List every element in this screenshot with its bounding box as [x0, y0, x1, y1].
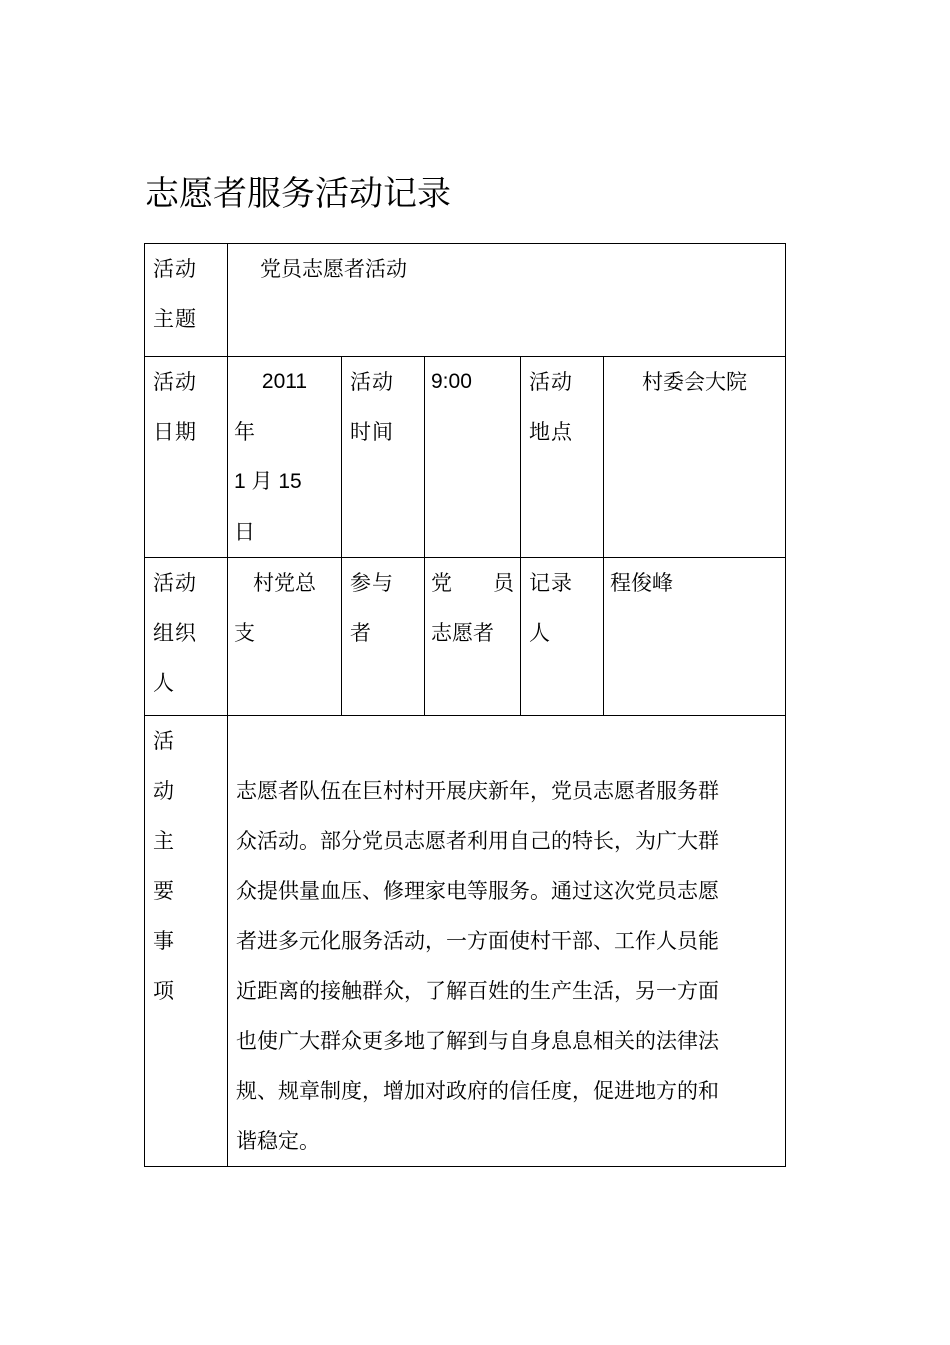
theme-value: 党员志愿者活动 [228, 244, 786, 357]
content-label-char: 要 [153, 879, 175, 903]
participant-value-top [431, 558, 514, 608]
time-value: 9:00 [425, 357, 521, 558]
theme-row [145, 244, 786, 357]
content-text: 志愿者队伍在巨村村开展庆新年，党员志愿者服务群众活动。部分党员志愿者利用自己的特长，为广大群众提供量血压、修理家电等服务。通过这次党员志愿者进多元化服务活动，一方面使村干部、工作人员能近距离的接触群众，了解百姓的生产生活，另一方面也使广大群众更多地了解到与自身息息相关的法律法规、规章制度，增加对政府的信任度，促进地方的和谐稳定。 [236, 779, 719, 1153]
organizer-label [145, 558, 228, 716]
organizer-value-line: 支 [234, 621, 255, 645]
content-label-char: 动 [153, 779, 175, 803]
place-label [521, 357, 604, 558]
participant-label [342, 558, 425, 716]
recorder-label [521, 558, 604, 716]
participant-label-line: 参与 [350, 571, 394, 595]
participant-value-bottom: 志愿者 [431, 621, 494, 645]
date-value [228, 357, 342, 558]
activity-record-table [144, 243, 786, 1167]
date-month-day: 1 月 15 [234, 470, 302, 493]
content-label-char: 活 [153, 729, 175, 753]
content-row [145, 716, 786, 1167]
recorder-value: 程俊峰 [604, 558, 786, 716]
recorder-label-line: 人 [529, 621, 551, 645]
date-row [145, 357, 786, 558]
organizer-value [228, 558, 342, 716]
date-label-line: 活动 [153, 370, 197, 394]
date-year-unit: 年 [234, 420, 255, 444]
place-label-line: 地点 [529, 420, 573, 444]
theme-label [145, 244, 228, 357]
place-label-line: 活动 [529, 370, 573, 394]
organizer-label-line: 组织 [153, 621, 197, 645]
content-label-char: 项 [153, 979, 175, 1003]
time-label [342, 357, 425, 558]
date-day-unit: 日 [234, 520, 255, 544]
participant-label-line: 者 [350, 621, 372, 645]
recorder-label-line: 记录 [529, 571, 573, 595]
date-label [145, 357, 228, 558]
participant-value-char: 党 [431, 571, 452, 595]
content-label-char: 主 [153, 829, 175, 853]
theme-label-line: 主题 [153, 307, 197, 331]
organizer-label-line: 活动 [153, 571, 197, 595]
organizer-row [145, 558, 786, 716]
participant-value [425, 558, 521, 716]
time-label-line: 时间 [350, 420, 394, 444]
organizer-label-line: 人 [153, 671, 175, 695]
content-label [145, 716, 228, 1167]
date-year: 2011 [261, 370, 308, 393]
place-value: 村委会大院 [604, 357, 786, 558]
content-body [228, 716, 786, 1167]
content-label-char: 事 [153, 929, 175, 953]
participant-value-char: 员 [493, 571, 514, 595]
document-title: 志愿者服务活动记录 [145, 174, 451, 214]
date-label-line: 日期 [153, 420, 197, 444]
theme-label-line: 活动 [153, 257, 197, 281]
organizer-value-line: 村党总 [253, 571, 316, 595]
time-label-line: 活动 [350, 370, 394, 394]
